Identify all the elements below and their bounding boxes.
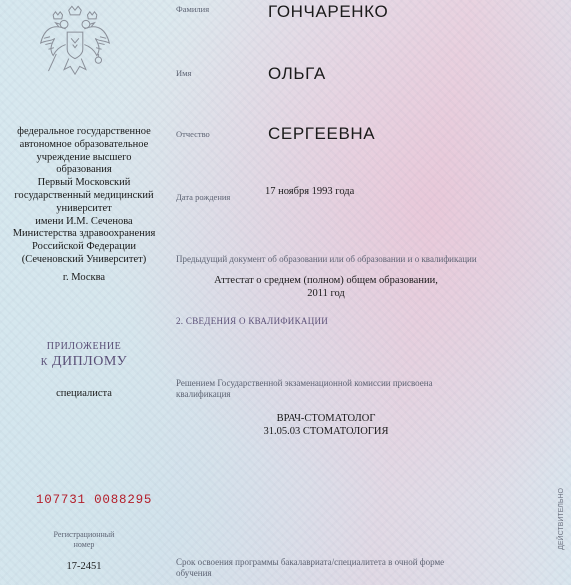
issuer-city: г. Москва (62, 272, 106, 283)
issuer-line: Первый Московский (37, 177, 131, 189)
registration-label-line2: номер (73, 540, 95, 549)
program-duration-line2: обучения (176, 568, 212, 578)
program-duration-line1: Срок освоения программы бакалавриата/специалитета в очной форме (176, 557, 445, 567)
dob-value: 17 ноября 1993 года (265, 186, 355, 197)
appendix-title-line2: к ДИПЛОМУ (40, 354, 128, 369)
side-validity-text: ДЕЙСТВИТЕЛЬНО (558, 488, 565, 550)
issuer-line: федеральное государственное (17, 126, 151, 137)
issuer-line: университет (56, 202, 112, 214)
issuer-line: Министерства здравоохранения (12, 228, 156, 240)
issuer-line: государственный медицинский (14, 189, 154, 201)
prior-education-label: Предыдущий документ об образовании или об образовании и о квалификации (176, 254, 477, 264)
degree-level: специалиста (56, 388, 112, 399)
prior-education-value (176, 274, 476, 300)
qualification-line2: 31.05.03 СТОМАТОЛОГИЯ (263, 426, 389, 437)
issuer-line: учреждение высшего (36, 151, 132, 163)
registration-label-line1: Регистрационный (53, 530, 115, 539)
issuer-line: (Сеченовский Университет) (21, 253, 147, 265)
issuer-line: образования (56, 164, 112, 176)
surname-label: Фамилия (176, 4, 210, 14)
qualification-line1: ВРАЧ-СТОМАТОЛОГ (276, 413, 376, 424)
dob-label: Дата рождения (176, 192, 231, 202)
qualification-value (176, 412, 476, 438)
qualification-decision-line1: Решением Государственной экзаменационной комиссии присвоена (176, 378, 433, 388)
coat-of-arms-icon (36, 4, 114, 82)
program-duration-label (176, 557, 444, 579)
appendix-title-line1: ПРИЛОЖЕНИЕ (46, 341, 122, 352)
registration-number: 17-2451 (66, 561, 102, 572)
appendix-title (0, 341, 168, 370)
name-label: Имя (176, 68, 192, 78)
issuer-line: имени И.М. Сеченова (35, 215, 133, 227)
prior-education-line2: 2011 год (307, 288, 345, 299)
left-panel (0, 0, 168, 585)
issuer-line: автономное образовательное (19, 138, 149, 150)
issuer-name (4, 126, 164, 267)
prior-education-line1: Аттестат о среднем (полном) общем образовании, (214, 275, 438, 286)
patronymic-label: Отчество (176, 129, 210, 139)
issuer-line: Российской Федерации (32, 241, 136, 253)
registration-label (0, 530, 168, 550)
surname-value: ГОНЧАРЕНКО (268, 2, 389, 21)
qualification-decision-line2: квалификация (176, 389, 231, 399)
name-value: ОЛЬГА (268, 64, 326, 83)
qualification-section-title: 2. СВЕДЕНИЯ О КВАЛИФИКАЦИИ (176, 316, 329, 326)
serial-number: 107731 0088295 (36, 493, 153, 507)
patronymic-value: СЕРГЕЕВНА (268, 124, 376, 143)
qualification-decision (176, 378, 433, 400)
